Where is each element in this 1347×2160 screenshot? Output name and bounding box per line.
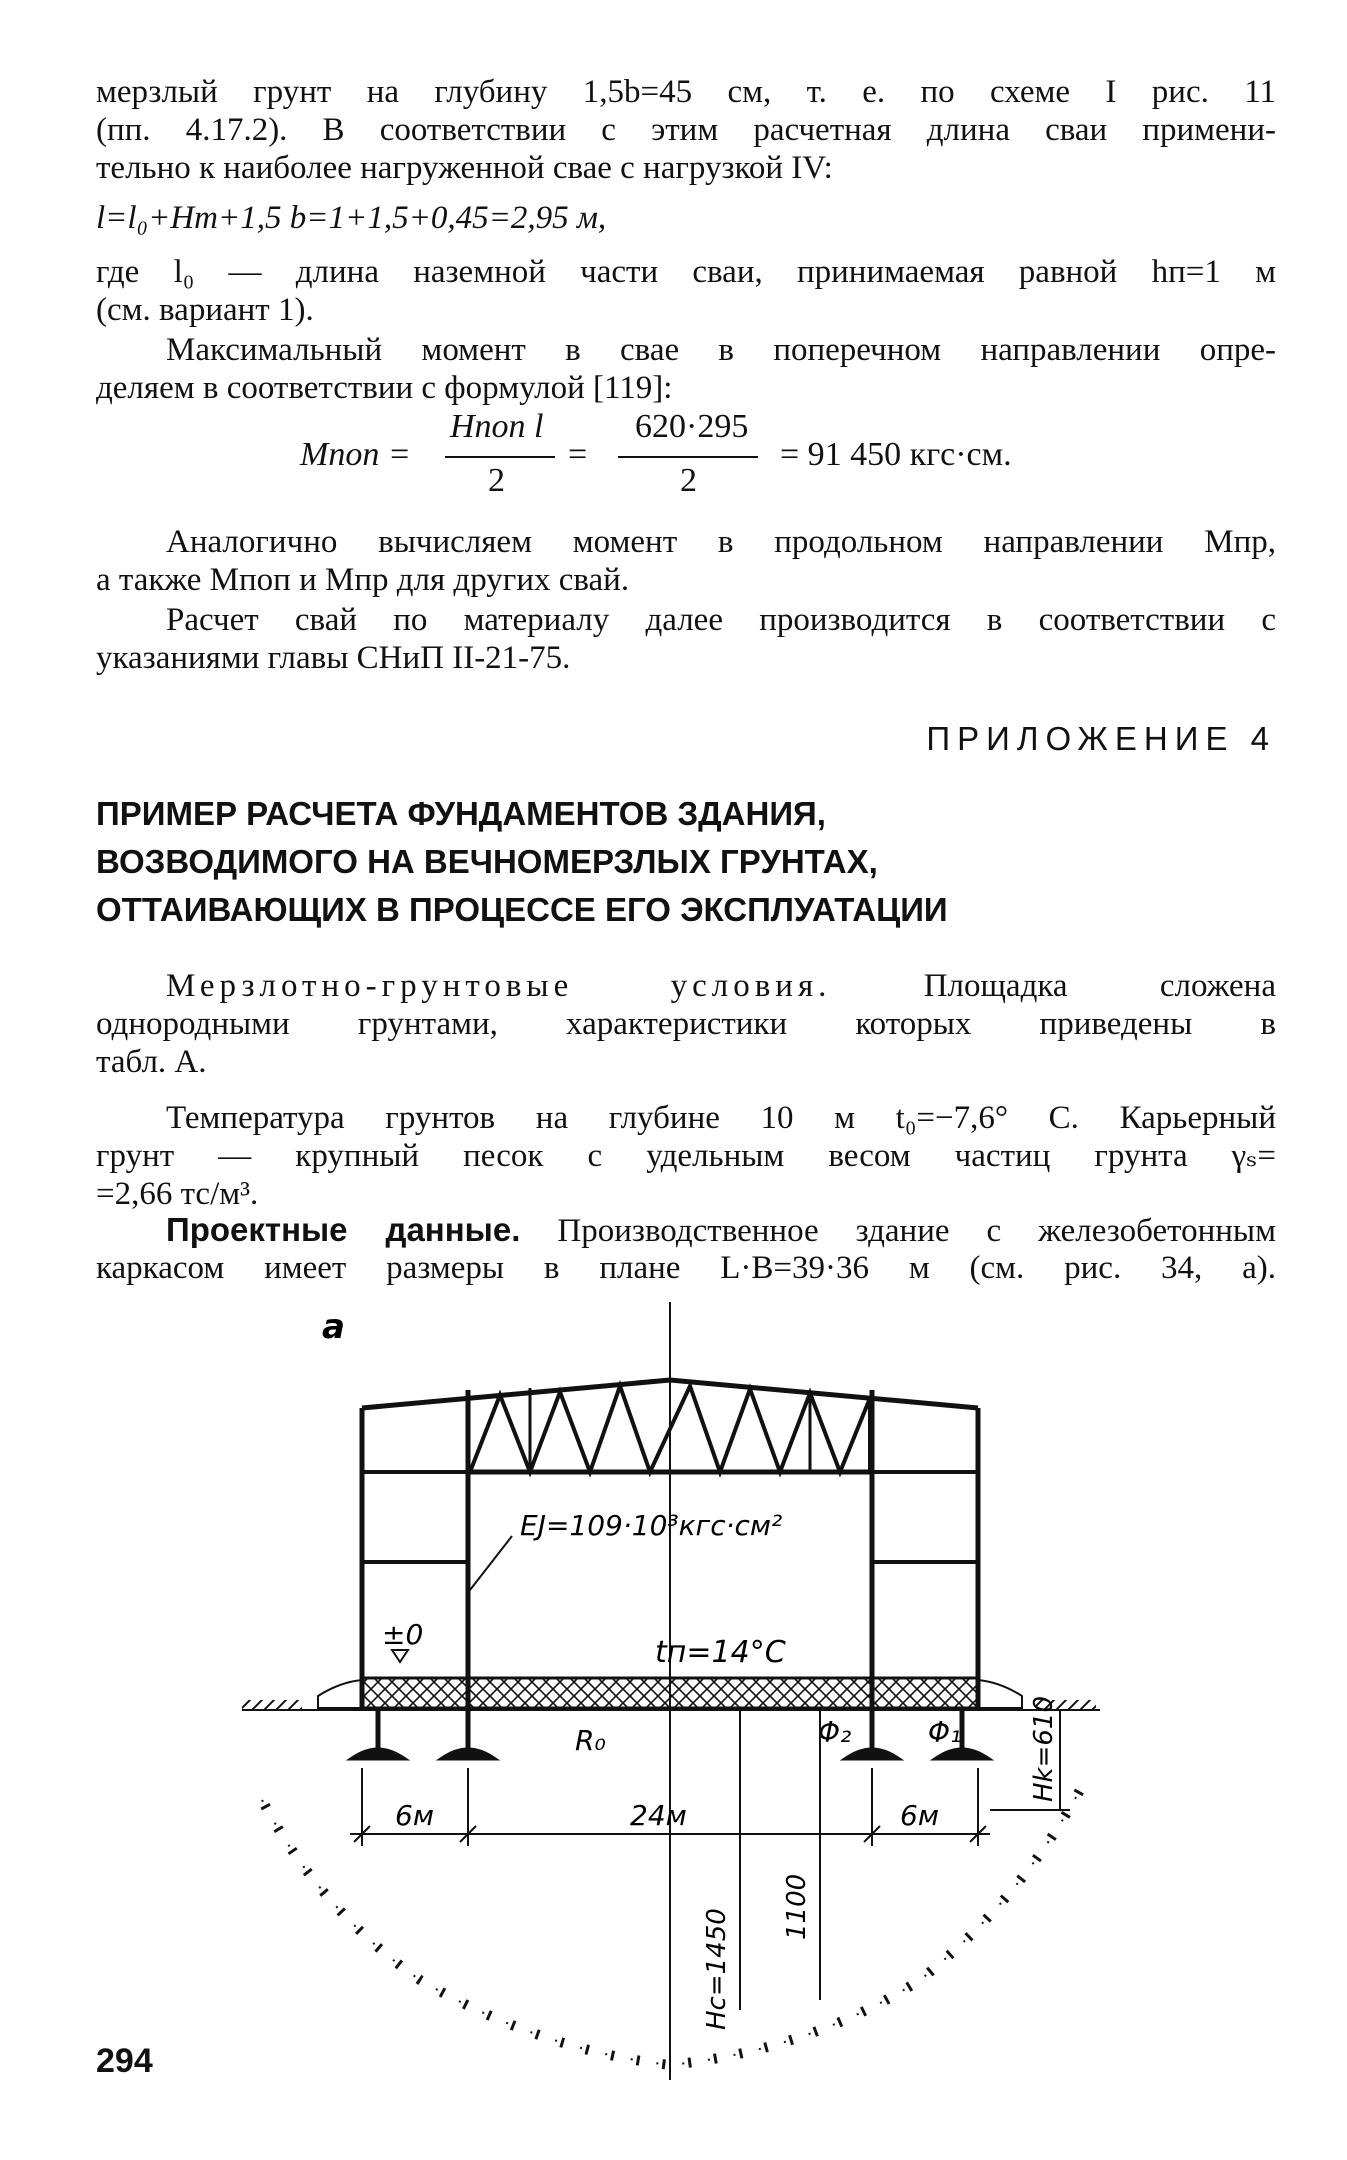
text-line: Аналогично вычисляем момент в продольном направлении Mпр,: [166, 524, 1276, 560]
text-line: табл. А.: [96, 1044, 207, 1080]
slab-fill-left: [318, 1680, 362, 1708]
text-line: [166, 1210, 1276, 1251]
section-title-line: ОТТАИВАЮЩИХ В ПРОЦЕССЕ ЕГО ЭКСПЛУАТАЦИИ: [96, 891, 948, 928]
formula-numerator: 620·295: [635, 408, 749, 445]
dimension-hk: Hk=610: [1029, 1695, 1059, 1802]
level-triangle: [392, 1650, 408, 1662]
formula-lhs: Mпоп =: [300, 436, 411, 473]
text-line: (см. вариант 1).: [96, 292, 314, 328]
text-line: тельно к наиболее нагруженной свае с нагрузкой IV:: [96, 150, 833, 186]
formula-pile-length: l=l₀+Hт+1,5 b=1+1,5+0,45=2,95 м,: [96, 200, 607, 236]
dimension-1100: 1100: [782, 1873, 812, 1940]
formula-equals: =: [568, 436, 588, 473]
page-number: 294: [96, 2042, 153, 2080]
dimension-6m-right: 6м: [900, 1799, 939, 1832]
formula-moment: [300, 408, 1100, 508]
text-run: Площадка сложена: [831, 968, 1276, 1004]
floor-slab: [362, 1678, 978, 1708]
text-run: Производственное здание с железобетонным: [520, 1213, 1276, 1249]
formula-denominator: 2: [488, 462, 505, 499]
section-title-line: ПРИМЕР РАСЧЕТА ФУНДАМЕНТОВ ЗДАНИЯ,: [96, 795, 826, 832]
ground-hatch-left: [242, 1700, 302, 1710]
dimension-hc: Hc=1450: [702, 1908, 732, 2030]
text-line: деляем в соответствии с формулой [119]:: [96, 370, 673, 406]
figure-label: a: [322, 1307, 345, 1347]
run-in-heading: Проектные данные.: [166, 1211, 521, 1248]
text-line: каркасом имеет размеры в плане L·B=39·36 м (см. рис. 34, a).: [96, 1250, 1276, 1286]
zero-level-label: ±0: [382, 1618, 424, 1651]
formula-numerator: Hпоп l: [450, 408, 544, 445]
floor-temperature-label: tп=14°C: [655, 1635, 786, 1670]
formula-result: = 91 450 кгс·см.: [780, 436, 1012, 473]
run-in-heading: Мерзлотно-грунтовые условия.: [166, 968, 832, 1004]
text-line: Максимальный момент в свае в поперечном направлении опре-: [166, 332, 1276, 368]
text-line: =2,66 тс/м³.: [96, 1176, 259, 1212]
appendix-label: ПРИЛОЖЕНИЕ 4: [926, 720, 1276, 757]
dimension-24m: 24м: [630, 1799, 687, 1832]
fraction-bar: [445, 456, 555, 458]
phi1-label: Φ₁: [928, 1716, 962, 1749]
text-line: указаниями главы СНиП II-21-75.: [96, 640, 571, 676]
fraction-bar: [618, 456, 758, 458]
text-line: [166, 966, 1276, 1006]
text-line: (пп. 4.17.2). В соответствии с этим расчетная длина сваи примени-: [96, 112, 1276, 148]
text-line: где l₀ — длина наземной части сваи, принимаемая равной hп=1 м: [96, 254, 1276, 290]
phi2-label: Φ₂: [818, 1716, 852, 1749]
foundation-figure: [0, 1290, 1347, 2150]
text-line: а также Mпоп и Mпр для других свай.: [96, 562, 630, 598]
r0-label: R₀: [575, 1724, 606, 1757]
text-line: Расчет свай по материалу далее производится в соответствии с: [166, 602, 1276, 638]
stiffness-label: EJ=109·10³кгс·см²: [520, 1509, 783, 1542]
dimension-6m-left: 6м: [395, 1799, 434, 1832]
text-line: мерзлый грунт на глубину 1,5b=45 см, т. е. по схеме I рис. 11: [96, 74, 1276, 110]
text-line: Температура грунтов на глубине 10 м t₀=−7,6° С. Карьерный: [166, 1100, 1276, 1136]
leader-line: [470, 1536, 512, 1590]
slab-fill-right: [978, 1680, 1022, 1708]
formula-denominator: 2: [680, 462, 697, 499]
section-title-line: ВОЗВОДИМОГО НА ВЕЧНОМЕРЗЛЫХ ГРУНТАХ,: [96, 843, 878, 880]
text-line: грунт — крупный песок с удельным весом частиц грунта γₛ=: [96, 1138, 1276, 1174]
text-line: однородными грунтами, характеристики которых приведены в: [96, 1006, 1276, 1042]
